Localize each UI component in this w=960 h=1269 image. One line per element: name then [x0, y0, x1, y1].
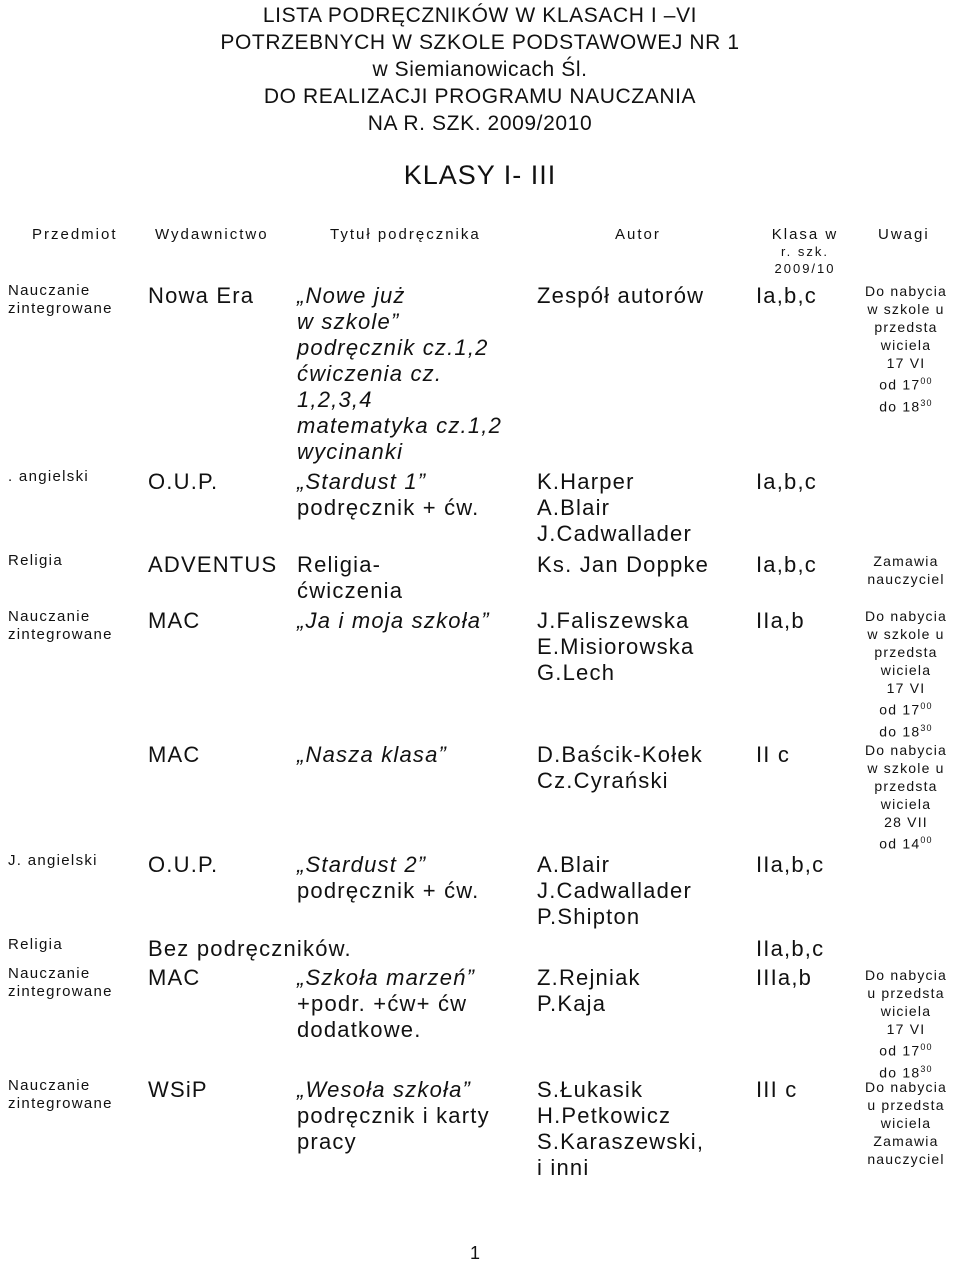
author-line: Z.Rejniak	[537, 965, 641, 990]
hours-line	[852, 1038, 960, 1060]
title-line: 1,2,3,4	[297, 387, 373, 412]
notes-line: wiciela	[880, 1003, 932, 1019]
hours-sup: 30	[920, 1063, 933, 1074]
notes-cell	[852, 607, 960, 740]
author-line: A.Blair	[537, 852, 611, 877]
title-cell	[297, 469, 479, 521]
title-cell	[297, 965, 475, 1043]
col-subject: Przedmiot	[32, 226, 118, 243]
hours-sup: 00	[920, 1042, 933, 1052]
publisher-cell: WSiP	[148, 1077, 208, 1102]
title-line: +podr. +ćw+ ćw	[297, 991, 468, 1016]
notes-line: nauczyciel	[867, 1151, 945, 1167]
subject-text: Nauczanie	[8, 1077, 91, 1094]
notes-line: 17 VI	[886, 680, 926, 696]
title-cell	[297, 283, 502, 465]
subject-text: Nauczanie	[8, 282, 91, 299]
subject-text: zintegrowane	[8, 1095, 113, 1112]
subject-text: zintegrowane	[8, 983, 113, 1000]
publisher-cell: Nowa Era	[148, 283, 255, 308]
hours-line	[852, 831, 960, 853]
col-class	[755, 226, 855, 277]
notes-line: nauczyciel	[867, 571, 945, 587]
notes-line: Do nabycia	[864, 742, 948, 758]
class-cell: Ia,b,c	[756, 469, 818, 494]
author-cell	[537, 965, 641, 1017]
title-line: podręcznik cz.1,2	[297, 335, 489, 360]
notes-line: w szkole u	[867, 760, 945, 776]
title-line: ćwiczenia	[297, 578, 404, 603]
hours-text: od 17	[879, 376, 921, 393]
title-cell	[297, 852, 479, 904]
subject-cell	[8, 1077, 113, 1113]
publisher-cell: O.U.P.	[148, 469, 219, 494]
subject-cell	[8, 608, 113, 644]
author-line: A.Blair	[537, 495, 611, 520]
subject-text: Nauczanie	[8, 965, 91, 982]
publisher-cell: Bez podręczników.	[148, 936, 352, 961]
col-class-l2: r. szk.	[781, 244, 829, 259]
publisher-cell: ADVENTUS	[148, 552, 278, 577]
hours-line	[852, 719, 960, 741]
notes-line: u przedsta	[867, 985, 945, 1001]
class-cell: IIa,b,c	[756, 936, 825, 961]
author-cell: Ks. Jan Doppke	[537, 552, 710, 577]
page-number: 1	[470, 1243, 481, 1263]
subject-cell: Religia	[8, 936, 63, 953]
subject-text: Nauczanie	[8, 608, 91, 625]
header-line-4: DO REALIZACJI PROGRAMU NAUCZANIA	[263, 85, 697, 108]
notes-cell	[852, 1078, 960, 1168]
title-line: podręcznik + ćw.	[297, 495, 480, 520]
title-cell	[297, 552, 403, 604]
author-line: S.Karaszewski,	[537, 1129, 705, 1154]
notes-line: Zamawia	[873, 553, 939, 569]
class-cell: IIa,b,c	[756, 852, 825, 877]
hours-line	[852, 372, 960, 394]
title-line: wycinanki	[297, 439, 404, 464]
publisher-cell: O.U.P.	[148, 852, 219, 877]
subject-cell	[8, 282, 113, 318]
title-line: dodatkowe.	[297, 1017, 422, 1042]
hours-sup: 00	[920, 701, 933, 711]
title-line: ćwiczenia cz.	[297, 361, 443, 386]
author-line: J.Faliszewska	[537, 608, 690, 633]
notes-line: wiciela	[880, 1115, 932, 1131]
header-line-2: POTRZEBNYCH W SZKOLE PODSTAWOWEJ NR 1	[220, 31, 740, 54]
class-cell: IIa,b	[756, 608, 805, 633]
col-notes: Uwagi	[878, 226, 930, 243]
notes-line: 17 VI	[886, 1021, 926, 1037]
col-author: Autor	[615, 226, 661, 243]
header-line-3: w Siemianowicach Śl.	[372, 58, 588, 81]
subject-cell: Religia	[8, 552, 63, 569]
col-class-l3: 2009/10	[774, 261, 836, 276]
title-line: podręcznik + ćw.	[297, 878, 480, 903]
author-cell	[537, 469, 692, 547]
author-line: D.Baścik-Kołek	[537, 742, 703, 767]
notes-cell	[852, 966, 960, 1081]
notes-line: wiciela	[880, 796, 932, 812]
hours-sup: 30	[920, 397, 933, 408]
hours-sup: 00	[920, 376, 933, 386]
hours-text: do 18	[879, 398, 921, 415]
title-line: „Szkoła marzeń”	[297, 965, 476, 990]
hours-line	[852, 697, 960, 719]
title-line: „Nowe już	[297, 283, 406, 308]
col-title: Tytuł podręcznika	[330, 226, 481, 243]
notes-line: w szkole u	[867, 626, 945, 642]
author-line: J.Cadwallader	[537, 878, 693, 903]
notes-line: u przedsta	[867, 1097, 945, 1113]
title-line: „Stardust 1”	[297, 469, 427, 494]
subject-text: zintegrowane	[8, 300, 113, 317]
author-cell	[537, 852, 692, 930]
notes-line: Do nabycia	[864, 967, 948, 983]
subject-cell: . angielski	[8, 468, 90, 485]
author-line: J.Cadwallader	[537, 521, 693, 546]
subject-cell	[8, 965, 113, 1001]
author-line: P.Shipton	[537, 904, 641, 929]
title-line: „Stardust 2”	[297, 852, 427, 877]
class-cell: III c	[756, 1077, 798, 1102]
notes-line: 28 VII	[884, 814, 928, 830]
hours-sup: 30	[920, 722, 933, 733]
author-line: K.Harper	[537, 469, 635, 494]
author-line: E.Misiorowska	[537, 634, 695, 659]
publisher-cell: MAC	[148, 608, 201, 633]
class-cell: II c	[756, 742, 791, 767]
notes-line: Do nabycia	[864, 283, 948, 299]
subject-text: zintegrowane	[8, 626, 113, 643]
author-line: Cz.Cyrański	[537, 768, 669, 793]
subtitle: KLASY I- III	[403, 160, 557, 190]
author-line: i inni	[537, 1155, 590, 1180]
title-line: w szkole”	[297, 309, 400, 334]
publisher-cell: MAC	[148, 742, 201, 767]
author-cell	[537, 742, 703, 794]
col-class-l1: Klasa w	[771, 226, 839, 243]
title-cell: „Ja i moja szkoła”	[297, 608, 490, 633]
header-line-5: NA R. SZK. 2009/2010	[367, 112, 593, 135]
hours-sup: 00	[920, 835, 933, 845]
hours-text: do 18	[879, 1064, 921, 1081]
hours-text: do 18	[879, 723, 921, 740]
notes-line: przedsta	[874, 778, 938, 794]
notes-cell	[852, 741, 960, 853]
notes-line: w szkole u	[867, 301, 945, 317]
title-line: podręcznik i karty	[297, 1103, 490, 1128]
author-cell	[537, 608, 694, 686]
title-line: pracy	[297, 1129, 357, 1154]
notes-line: przedsta	[874, 644, 938, 660]
notes-line: wiciela	[880, 662, 932, 678]
col-publisher: Wydawnictwo	[155, 226, 269, 243]
notes-line: Zamawia	[873, 1133, 939, 1149]
notes-line: Do nabycia	[864, 608, 948, 624]
hours-line	[852, 394, 960, 416]
class-cell: IIIa,b	[756, 965, 813, 990]
title-line: Religia-	[297, 552, 382, 577]
author-line: G.Lech	[537, 660, 616, 685]
header-line-1: LISTA PODRĘCZNIKÓW W KLASACH I –VI	[262, 4, 698, 27]
title-cell: „Nasza klasa”	[297, 742, 448, 767]
notes-cell	[852, 552, 960, 588]
author-line: P.Kaja	[537, 991, 607, 1016]
hours-text: od 17	[879, 701, 921, 718]
notes-cell	[852, 282, 960, 415]
class-cell: Ia,b,c	[756, 283, 818, 308]
author-line: S.Łukasik	[537, 1077, 644, 1102]
author-cell	[537, 1077, 704, 1181]
hours-text: od 17	[879, 1042, 921, 1059]
title-cell	[297, 1077, 490, 1155]
notes-line: wiciela	[880, 337, 932, 353]
notes-line: 17 VI	[886, 355, 926, 371]
class-cell: Ia,b,c	[756, 552, 818, 577]
subject-cell: J. angielski	[8, 852, 98, 869]
notes-line: przedsta	[874, 319, 938, 335]
title-line: matematyka cz.1,2	[297, 413, 503, 438]
publisher-cell: MAC	[148, 965, 201, 990]
hours-text: od 14	[879, 835, 921, 852]
title-line: „Wesoła szkoła”	[297, 1077, 472, 1102]
notes-line: Do nabycia	[864, 1079, 948, 1095]
author-cell: Zespół autorów	[537, 283, 705, 308]
author-line: H.Petkowicz	[537, 1103, 672, 1128]
